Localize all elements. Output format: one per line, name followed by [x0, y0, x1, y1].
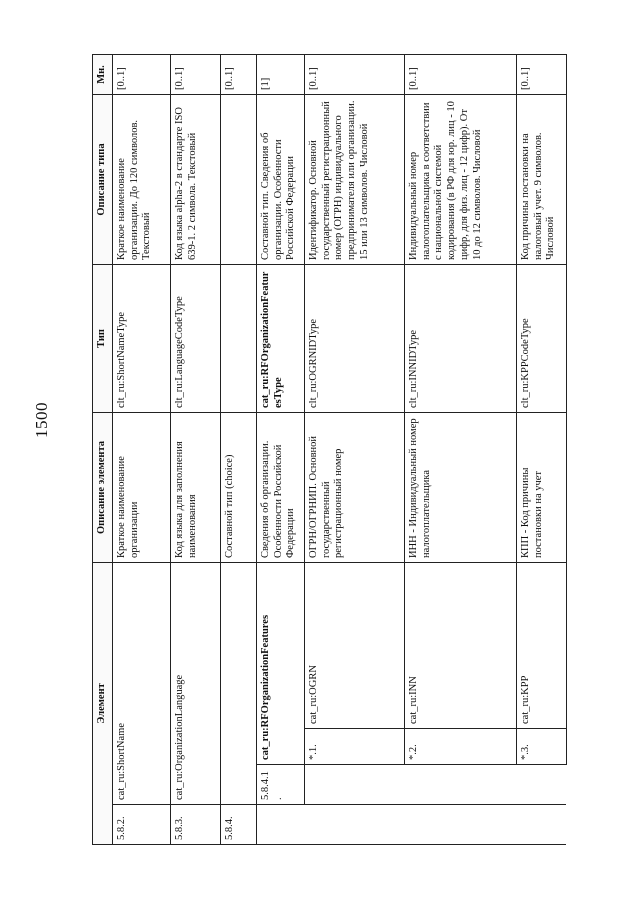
- table-row: [220, 55, 256, 845]
- page-number: 1500: [32, 402, 51, 438]
- table-row: [256, 55, 304, 845]
- row-element-desc: КПП - Код причины постановки на учет: [516, 413, 566, 563]
- row-element-desc: Код языка для заполнения наименования: [170, 413, 220, 563]
- row-element: cat_ru:KPP: [516, 563, 566, 729]
- row-type-desc: Код языка alpha-2 в стандарте ISO 639-1. 2 символа. Текстовый: [170, 95, 220, 265]
- row-type-desc: Индивидуальный номер налогоплательщика в соответствии с национальной системой кодирования (в РФ для юр. лиц - 10 цифр, для физ. лиц - 12 цифр). От 10 до 12 символов. Числовой: [404, 95, 516, 265]
- row-element-desc: ОГРН/ОГРНИП. Основной государственный регистрационный номер: [304, 413, 404, 563]
- row-number: 5.8.4.1.: [256, 765, 304, 805]
- row-type: clt_ru:KPPCodeType: [516, 265, 566, 413]
- table-row: [404, 55, 516, 845]
- row-number: *.1.: [304, 729, 404, 765]
- row-type: clt_ru:INNIDType: [404, 265, 516, 413]
- row-element: [220, 563, 256, 805]
- header-element: Элемент: [93, 563, 113, 845]
- header-type-desc: Описание типа: [93, 95, 113, 265]
- row-element: cat_ru:OGRN: [304, 563, 404, 729]
- row-mn: [0..1]: [404, 55, 516, 95]
- row-element: cat_ru:ShortName: [112, 563, 170, 805]
- row-element-desc: Краткое наименование организации: [112, 413, 170, 563]
- table-row: [112, 55, 170, 845]
- row-number: 5.8.4.: [220, 805, 256, 845]
- indent-cell: [304, 765, 404, 805]
- header-row: [93, 55, 113, 845]
- row-element: cat_ru:RFOrganizationFeatures: [256, 563, 304, 765]
- row-type: clt_ru:ShortNameType: [112, 265, 170, 413]
- row-type-desc: Краткое наименование организации. До 120 символов. Текстовый: [112, 95, 170, 265]
- row-type-desc: Идентификатор. Основной государственный регистрационный номер (ОГРН) индивидуального предпринимателя или организации. 15 или 13 символов. Числовой: [304, 95, 404, 265]
- row-number: *.3.: [516, 729, 566, 765]
- row-number: 5.8.3.: [170, 805, 220, 845]
- indent-cell: [304, 805, 404, 845]
- indent-cell: [516, 805, 566, 845]
- indent-cell: [516, 765, 566, 805]
- row-mn: [0..1]: [516, 55, 566, 95]
- row-element: cat_ru:INN: [404, 563, 516, 729]
- indent-cell: [404, 805, 516, 845]
- row-type: clt_ru:OGRNIDType: [304, 265, 404, 413]
- row-element-desc: Сведения об организации. Особенности Российской Федерации: [256, 413, 304, 563]
- row-mn: [0..1]: [220, 55, 256, 95]
- row-type-desc: Составной тип. Сведения об организации. Особенности Российской Федерации: [256, 95, 304, 265]
- row-mn: [0..1]: [170, 55, 220, 95]
- header-type: Тип: [93, 265, 113, 413]
- table-row: [304, 55, 404, 845]
- row-element: cat_ru:OrganizationLanguage: [170, 563, 220, 805]
- row-type-desc: Код причины постановки на налоговый учет. 9 символов. Числовой: [516, 95, 566, 265]
- row-number: *.2.: [404, 729, 516, 765]
- row-mn: [0..1]: [112, 55, 170, 95]
- rotated-table-wrapper: [92, 55, 557, 845]
- row-type: [220, 265, 256, 413]
- row-type-desc: [220, 95, 256, 265]
- row-element-desc: ИНН - Индивидуальный номер налогоплательщика: [404, 413, 516, 563]
- row-element-desc: Составной тип (choice): [220, 413, 256, 563]
- row-mn: [1]: [256, 55, 304, 95]
- element-spec-table: [92, 54, 567, 845]
- header-mn: Мн.: [93, 55, 113, 95]
- row-mn: [0..1]: [304, 55, 404, 95]
- row-type: clt_ru:LanguageCodeType: [170, 265, 220, 413]
- row-type: cat_ru:RFOrganizationFeaturesType: [256, 265, 304, 413]
- indent-cell: [404, 765, 516, 805]
- indent-cell: [256, 805, 304, 845]
- table-row: [170, 55, 220, 845]
- row-number: 5.8.2.: [112, 805, 170, 845]
- header-element-desc: Описание элемента: [93, 413, 113, 563]
- table-row: [516, 55, 566, 845]
